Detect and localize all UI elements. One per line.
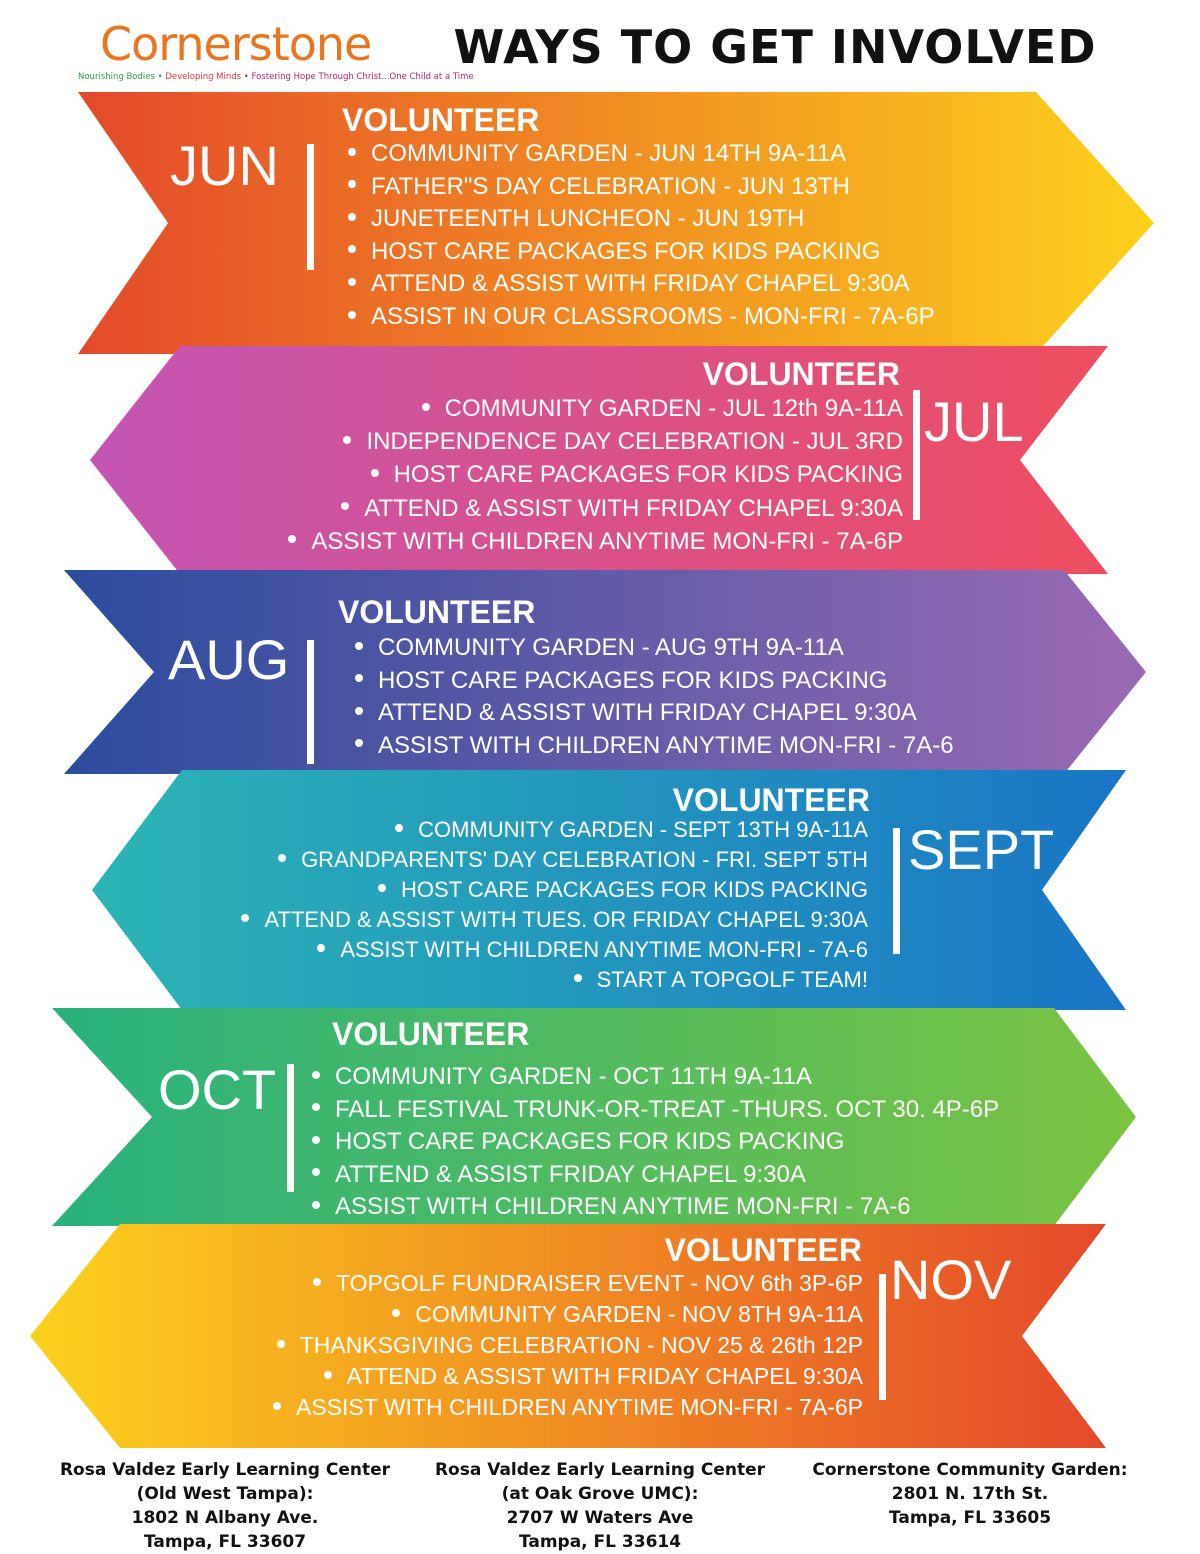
list-item: TOPGOLF FUNDRAISER EVENT - NOV 6th 3P-6P bbox=[273, 1268, 863, 1299]
list-item: ASSIST WITH CHILDREN ANYTIME MON-FRI - 7A-6 bbox=[312, 1191, 999, 1224]
list-item: ATTEND & ASSIST WITH FRIDAY CHAPEL 9:30A bbox=[273, 1361, 863, 1392]
location-old-west-tampa bbox=[45, 1458, 405, 1554]
tagline-part: Fostering Hope Through Christ...One Child at a Time bbox=[251, 72, 474, 82]
list-item: ATTEND & ASSIST WITH FRIDAY CHAPEL 9:30A bbox=[288, 492, 903, 525]
volunteer-heading: VOLUNTEER bbox=[702, 356, 900, 392]
location-name: Rosa Valdez Early Learning Center bbox=[434, 1460, 766, 1480]
list-item: INDEPENDENCE DAY CELEBRATION - JUL 3RD bbox=[288, 425, 903, 458]
tagline-separator: • bbox=[241, 72, 252, 82]
list-item: HOST CARE PACKAGES FOR KIDS PACKING bbox=[312, 1126, 999, 1159]
banner-jun bbox=[78, 92, 1154, 354]
list-item: COMMUNITY GARDEN - NOV 8TH 9A-11A bbox=[273, 1299, 863, 1330]
list-item: HOST CARE PACKAGES FOR KIDS PACKING bbox=[355, 665, 954, 698]
list-item: GRANDPARENTS' DAY CELEBRATION - FRI. SEPT 5TH bbox=[241, 845, 868, 875]
list-item: FALL FESTIVAL TRUNK-OR-TREAT -THURS. OCT 30. 4P-6P bbox=[312, 1094, 999, 1127]
tagline-separator: • bbox=[154, 72, 166, 82]
logo-tagline bbox=[78, 72, 474, 82]
list-item: THANKSGIVING CELEBRATION - NOV 25 & 26th 12P bbox=[273, 1330, 863, 1361]
banner-jul bbox=[90, 346, 1108, 574]
item-list bbox=[355, 632, 954, 762]
month-label: SEPT bbox=[908, 818, 1055, 881]
list-item: ASSIST WITH CHILDREN ANYTIME MON-FRI - 7A-6 bbox=[355, 730, 954, 763]
list-item: START A TOPGOLF TEAM! bbox=[241, 965, 868, 995]
divider-bar bbox=[307, 144, 314, 270]
divider-bar bbox=[893, 828, 900, 954]
volunteer-heading: VOLUNTEER bbox=[338, 594, 536, 630]
divider-bar bbox=[879, 1274, 886, 1400]
location-street: 1802 N Albany Ave. bbox=[131, 1508, 319, 1528]
list-item: ASSIST WITH CHILDREN ANYTIME MON-FRI - 7A-6 bbox=[241, 935, 868, 965]
list-item: COMMUNITY GARDEN - JUL 12th 9A-11A bbox=[288, 392, 903, 425]
tagline-part: Nourishing Bodies bbox=[78, 72, 155, 82]
month-label: NOV bbox=[890, 1248, 1012, 1311]
banner-aug bbox=[64, 570, 1146, 774]
divider-bar bbox=[307, 640, 314, 764]
location-oak-grove bbox=[420, 1458, 780, 1554]
list-item: COMMUNITY GARDEN - OCT 11TH 9A-11A bbox=[312, 1061, 999, 1094]
cornerstone-logo bbox=[78, 14, 474, 86]
volunteer-heading: VOLUNTEER bbox=[332, 1016, 530, 1052]
page-title: WAYS TO GET INVOLVED bbox=[453, 20, 1097, 74]
list-item: ATTEND & ASSIST FRIDAY CHAPEL 9:30A bbox=[312, 1159, 999, 1192]
month-label: OCT bbox=[158, 1058, 277, 1121]
tagline-part: Developing Minds bbox=[165, 72, 242, 82]
volunteer-heading: VOLUNTEER bbox=[664, 1232, 862, 1268]
divider-bar bbox=[287, 1064, 294, 1192]
item-list bbox=[241, 815, 868, 995]
list-item: ASSIST WITH CHILDREN ANYTIME MON-FRI - 7A-6P bbox=[288, 525, 903, 558]
location-city: Tampa, FL 33605 bbox=[888, 1508, 1052, 1528]
item-list bbox=[312, 1061, 999, 1224]
item-list bbox=[348, 138, 935, 334]
item-list bbox=[273, 1268, 863, 1423]
logo-wordmark: Cornerstone bbox=[100, 17, 372, 71]
list-item: HOST CARE PACKAGES FOR KIDS PACKING bbox=[241, 875, 868, 905]
list-item: ATTEND & ASSIST WITH FRIDAY CHAPEL 9:30A bbox=[355, 697, 954, 730]
location-sub: (Old West Tampa): bbox=[136, 1484, 314, 1504]
list-item: COMMUNITY GARDEN - SEPT 13TH 9A-11A bbox=[241, 815, 868, 845]
list-item: COMMUNITY GARDEN - AUG 9TH 9A-11A bbox=[355, 632, 954, 665]
volunteer-heading: VOLUNTEER bbox=[672, 782, 870, 818]
location-street: 2801 N. 17th St. bbox=[891, 1484, 1049, 1504]
list-item: HOST CARE PACKAGES FOR KIDS PACKING bbox=[288, 458, 903, 491]
list-item: COMMUNITY GARDEN - JUN 14TH 9A-11A bbox=[348, 138, 935, 171]
banner-oct bbox=[52, 1008, 1136, 1226]
month-label: JUL bbox=[924, 390, 1024, 453]
item-list bbox=[288, 392, 903, 558]
list-item: FATHER"S DAY CELEBRATION - JUN 13TH bbox=[348, 171, 935, 204]
banner-sept bbox=[92, 770, 1126, 1010]
location-name: Cornerstone Community Garden: bbox=[812, 1460, 1128, 1480]
list-item: ASSIST WITH CHILDREN ANYTIME MON-FRI - 7A-6P bbox=[273, 1392, 863, 1423]
location-street: 2707 W Waters Ave bbox=[506, 1508, 694, 1528]
banner-nov bbox=[30, 1224, 1106, 1448]
location-city: Tampa, FL 33614 bbox=[518, 1532, 682, 1552]
location-community-garden bbox=[790, 1458, 1150, 1530]
month-label: AUG bbox=[168, 628, 290, 691]
location-name: Rosa Valdez Early Learning Center bbox=[59, 1460, 391, 1480]
list-item: ATTEND & ASSIST WITH TUES. OR FRIDAY CHAPEL 9:30A bbox=[241, 905, 868, 935]
list-item: ASSIST IN OUR CLASSROOMS - MON-FRI - 7A-6P bbox=[348, 301, 935, 334]
month-label: JUN bbox=[170, 134, 279, 197]
list-item: ATTEND & ASSIST WITH FRIDAY CHAPEL 9:30A bbox=[348, 268, 935, 301]
divider-bar bbox=[913, 390, 920, 520]
list-item: JUNETEENTH LUNCHEON - JUN 19TH bbox=[348, 203, 935, 236]
list-item: HOST CARE PACKAGES FOR KIDS PACKING bbox=[348, 236, 935, 269]
location-sub: (at Oak Grove UMC): bbox=[501, 1484, 699, 1504]
volunteer-heading: VOLUNTEER bbox=[342, 102, 540, 138]
location-city: Tampa, FL 33607 bbox=[143, 1532, 307, 1552]
